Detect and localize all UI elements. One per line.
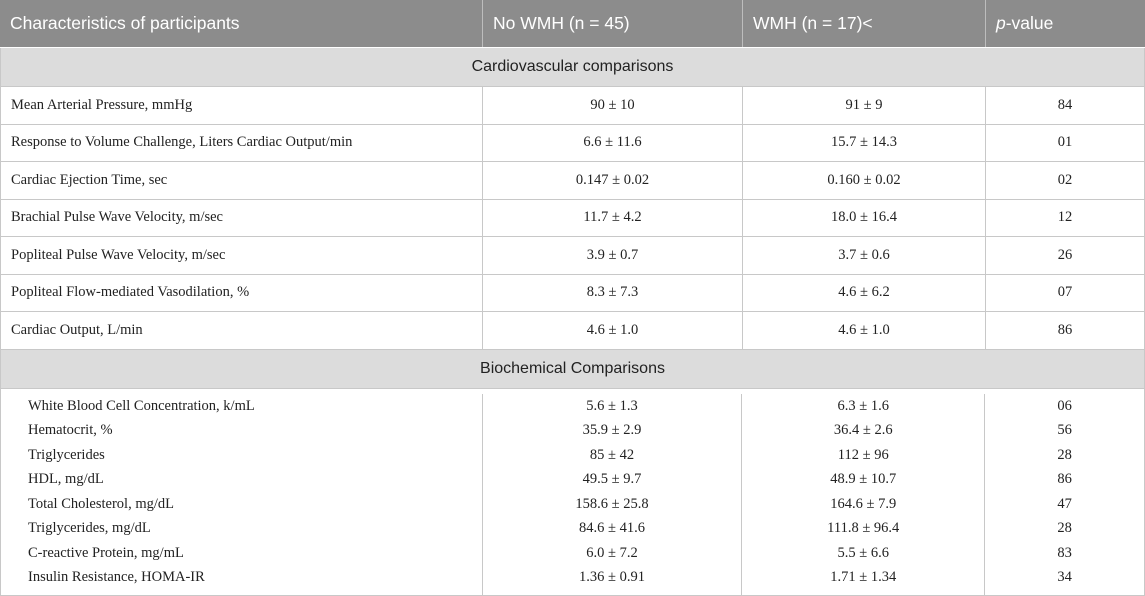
row-p-value: 01 bbox=[986, 125, 1145, 162]
row-wmh: 4.6 ± 6.2 bbox=[743, 275, 986, 312]
bio-row-wmh: 48.9 ± 10.7 bbox=[830, 471, 897, 487]
bio-row-no-wmh: 49.5 ± 9.7 bbox=[582, 471, 642, 487]
bio-row-no-wmh: 84.6 ± 41.6 bbox=[578, 520, 645, 536]
section-title-cardiovascular: Cardiovascular comparisons bbox=[471, 58, 674, 75]
table-row bbox=[0, 200, 1145, 238]
row-label: Mean Arterial Pressure, mmHg bbox=[0, 87, 483, 124]
bio-row-p-value: 56 bbox=[1057, 422, 1072, 438]
bio-row-p-value: 86 bbox=[1057, 471, 1072, 487]
bio-label-column bbox=[1, 394, 483, 595]
biochemical-block bbox=[0, 389, 1145, 596]
row-wmh: 0.160 ± 0.02 bbox=[743, 162, 986, 199]
header-p-value bbox=[986, 0, 1145, 47]
bio-no-wmh-column bbox=[483, 394, 743, 595]
bio-row-no-wmh: 35.9 ± 2.9 bbox=[582, 422, 642, 438]
section-title-biochemical: Biochemical Comparisons bbox=[480, 359, 665, 377]
header-characteristics: Characteristics of participants bbox=[0, 0, 483, 47]
row-no-wmh: 11.7 ± 4.2 bbox=[483, 200, 743, 237]
bio-row-no-wmh: 158.6 ± 25.8 bbox=[575, 495, 649, 512]
bio-row-no-wmh: 85 ± 42 bbox=[589, 446, 635, 463]
bio-row-wmh: 112 ± 96 bbox=[837, 446, 889, 463]
header-p-rest: -value bbox=[1005, 13, 1054, 33]
bio-wmh-column bbox=[742, 394, 985, 595]
row-no-wmh: 4.6 ± 1.0 bbox=[483, 312, 743, 349]
bio-row-wmh: 164.6 ± 7.9 bbox=[830, 495, 897, 512]
bio-row-wmh: 1.71 ± 1.34 bbox=[830, 569, 897, 585]
row-p-value: 12 bbox=[986, 200, 1145, 237]
bio-row-p-value: 28 bbox=[1057, 446, 1072, 463]
bio-row-label: C-reactive Protein, mg/mL bbox=[28, 544, 184, 561]
bio-row-p-value: 28 bbox=[1057, 520, 1072, 536]
bio-row-wmh: 111.8 ± 96.4 bbox=[827, 520, 900, 536]
section-biochemical bbox=[0, 350, 1145, 389]
row-wmh: 18.0 ± 16.4 bbox=[743, 200, 986, 237]
bio-row-p-value: 06 bbox=[1057, 397, 1072, 414]
bio-row-label: Triglycerides, mg/dL bbox=[28, 520, 151, 536]
bio-row-label: Insulin Resistance, HOMA-IR bbox=[28, 569, 205, 585]
bio-row-wmh: 5.5 ± 6.6 bbox=[837, 544, 889, 561]
row-p-value: 84 bbox=[986, 87, 1145, 124]
bio-row-label: White Blood Cell Concentration, k/mL bbox=[28, 397, 255, 414]
row-wmh: 15.7 ± 14.3 bbox=[743, 125, 986, 162]
bio-row-p-value: 83 bbox=[1057, 544, 1072, 561]
row-wmh: 91 ± 9 bbox=[743, 87, 986, 124]
table-row bbox=[0, 237, 1145, 275]
row-p-value: 07 bbox=[986, 275, 1145, 312]
table-row bbox=[0, 87, 1145, 125]
bio-p-column bbox=[985, 394, 1144, 595]
row-label: Popliteal Pulse Wave Velocity, m/sec bbox=[0, 237, 483, 274]
row-no-wmh: 6.6 ± 11.6 bbox=[483, 125, 743, 162]
row-no-wmh: 0.147 ± 0.02 bbox=[483, 162, 743, 199]
row-wmh: 3.7 ± 0.6 bbox=[743, 237, 986, 274]
table-row bbox=[0, 125, 1145, 163]
section-cardiovascular bbox=[0, 48, 1145, 87]
bio-row-no-wmh: 6.0 ± 7.2 bbox=[586, 544, 638, 561]
row-p-value: 02 bbox=[986, 162, 1145, 199]
row-no-wmh: 90 ± 10 bbox=[483, 87, 743, 124]
row-label: Cardiac Ejection Time, sec bbox=[0, 162, 483, 199]
row-label: Response to Volume Challenge, Liters Cardiac Output/min bbox=[0, 125, 483, 162]
header-p-italic: p bbox=[996, 13, 1006, 33]
cardio-rows bbox=[0, 87, 1145, 350]
row-label: Cardiac Output, L/min bbox=[0, 312, 483, 349]
row-p-value: 86 bbox=[986, 312, 1145, 349]
row-no-wmh: 8.3 ± 7.3 bbox=[483, 275, 743, 312]
table-row bbox=[0, 275, 1145, 313]
row-no-wmh: 3.9 ± 0.7 bbox=[483, 237, 743, 274]
bio-row-label: Triglycerides bbox=[28, 446, 105, 463]
row-wmh: 4.6 ± 1.0 bbox=[743, 312, 986, 349]
bio-row-label: HDL, mg/dL bbox=[28, 471, 104, 487]
bio-row-wmh: 6.3 ± 1.6 bbox=[837, 397, 889, 414]
header-wmh: WMH (n = 17)< bbox=[743, 0, 986, 47]
row-p-value: 26 bbox=[986, 237, 1145, 274]
header-no-wmh: No WMH (n = 45) bbox=[483, 0, 743, 47]
bio-row-p-value: 34 bbox=[1057, 569, 1072, 585]
bio-row-p-value: 47 bbox=[1057, 495, 1072, 512]
bio-row-label: Hematocrit, % bbox=[28, 422, 113, 438]
table-row bbox=[0, 162, 1145, 200]
row-label: Popliteal Flow-mediated Vasodilation, % bbox=[0, 275, 483, 312]
bio-row-no-wmh: 1.36 ± 0.91 bbox=[578, 569, 645, 585]
bio-row-wmh: 36.4 ± 2.6 bbox=[833, 422, 893, 438]
table-row bbox=[0, 312, 1145, 350]
table-header bbox=[0, 0, 1145, 48]
bio-row-no-wmh: 5.6 ± 1.3 bbox=[586, 397, 638, 414]
bio-row-label: Total Cholesterol, mg/dL bbox=[28, 495, 174, 512]
row-label: Brachial Pulse Wave Velocity, m/sec bbox=[0, 200, 483, 237]
